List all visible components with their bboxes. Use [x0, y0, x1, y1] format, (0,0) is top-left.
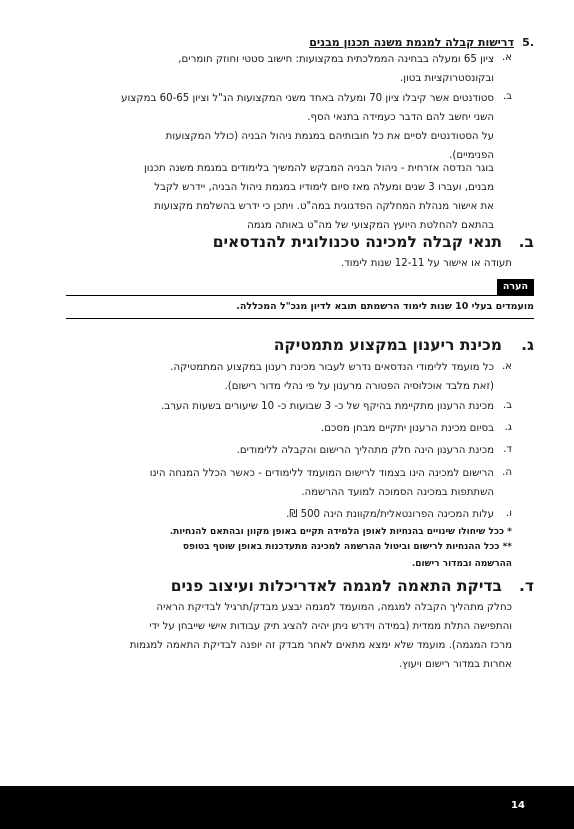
section5-item-a-letter: א. [501, 52, 512, 63]
note-label: הערה [497, 279, 534, 295]
note-divider-bottom [66, 318, 534, 319]
section-g-item [34, 419, 494, 438]
text-line: ההרשמה ובמדור רישום. [411, 559, 512, 569]
section-g-item-letter: ג. [504, 422, 512, 433]
section-g-item [34, 505, 494, 524]
section-g-title: מכינת ריענון במקצוע מתמטיקה [273, 336, 502, 354]
text-line: כחלק מתהליך הקבלה למגמה, המועמד למגמה יבצע מבדק/תרגיל לבדיקת הראיה [156, 602, 512, 613]
section-g-footnote-1: * ככל שיחולו שינויים בהנחיות לאופן הלמידה תקיים באופן מקוון ובהתאם להנחיות. [169, 527, 512, 537]
section-g-item-letter: ה. [502, 467, 512, 478]
text-line: מרכז המגמה). מועמד שלא ימצא מתאים לאחר מבדק זה יופנה לבדיקת התאמה למגמות [129, 640, 512, 651]
text-line: הרישום למכינה הינו בצמוד לרישום המועמד ללימודים - כאשר הכלל המנחה הינו [149, 468, 494, 479]
page-footer [0, 786, 574, 829]
section-g-item-letter: ו. [505, 508, 512, 519]
text-line: (זאת מלבד אוכלוסיה הפטורה מרענון על פי נהלי מדור רישום). [224, 381, 494, 392]
section-g-letter: ג. [521, 336, 534, 354]
note-text: מועמדים בעלי 10 שנות לימוד הרשמתם תובא לדיון מנכ"ל המכללה. [236, 301, 534, 312]
section-g-item-letter: ב. [502, 400, 512, 411]
section-g-item [34, 441, 494, 460]
text-line: מכינת הרענון הינה חלק מתהליך הרישום והקבלה ללימודים. [236, 445, 494, 456]
text-line: על הסטודנטים לסיים את כל חובותיהם במגמת ניהול הבניה (כולל המקצועות [165, 131, 494, 142]
note-divider-top [66, 295, 534, 296]
text-line: והתפישה התלת ממדית (במידה וידרש ניתן יהיה להציג תיק עבודות אישי שייבחן על ידי [149, 621, 512, 632]
section5-item-b-para3 [24, 159, 494, 235]
section-g-footnote-2 [183, 540, 512, 572]
text-line: בהתאם להחלטת היועץ המקצועי של מה"ט באותה מגמה [247, 220, 494, 231]
text-line: מבנים, ועברו 3 שנים ומעלה מאז סיום לימודיו במגמת ניהול הבניה, יידרש לקבל [154, 182, 494, 193]
text-line: את אישור מנהלת המחלקה הפדגוגית במה"ט. ויתכן כי ידרש בהשלמת מקצועות [154, 201, 494, 212]
text-line: עלות המכינה הפרונטאלית/מקוונת הינה 500 ₪. [286, 509, 494, 520]
text-line: הפנימיים). [449, 150, 494, 161]
section-d-title: בדיקת התאמה למגמה לאדריכלות ועיצוב פנים [170, 577, 502, 595]
section5-item-b-letter: ב. [502, 91, 512, 102]
section-d-text [32, 598, 512, 674]
text-line: ** ככל ההנחיות לרישום וביטול ההרשמה למכינה מתעדכנות באופן שוטף בטופס [182, 542, 512, 552]
text-line: בסיום מכינת הרענון יתקיים מבחן מסכם. [321, 423, 494, 434]
text-line: השתתפות במכינה הסמוכה למועד ההרשמה. [301, 487, 494, 498]
section5-item-b [24, 89, 494, 127]
section-d-letter: ד. [518, 577, 534, 595]
section5-number: .5 [522, 36, 534, 49]
section-g-item [34, 464, 494, 502]
page-number: 14 [511, 800, 525, 811]
text-line: ובקונסטרוקציות בטון. [399, 73, 494, 84]
section-g-item [34, 358, 494, 396]
text-line: כל מועמד ללימודי הנדסאים נדרש לעבור מכינת רענון במקצוע המתמטיקה. [170, 362, 494, 373]
section-g-item-letter: ד. [503, 444, 512, 455]
text-line: בוגר הנדסה אזרחית - ניהול הבניה המבקש להמשיך בלימודים במגמת משנה תכנון [143, 163, 494, 174]
text-line: מכינת הרענון מתקיימת בהיקף של כ- 3 שבועות כ- 10 שיעורים בשעות הערב. [161, 401, 494, 412]
section-b-letter: ב. [518, 233, 534, 251]
section5-item-a [34, 50, 494, 88]
section-g-item-letter: א. [501, 361, 512, 372]
text-line: השני יחשב להם הדבר כעמידה בתנאי הסף. [307, 112, 494, 123]
section-b-title: תנאי קבלה למכינה טכנולוגית להנדסאים [212, 233, 502, 251]
text-line: ציון 65 ומעלה בבחינה הממלכתית במקצועות: חישוב סטטי וחוזק חומרים, [178, 54, 494, 65]
text-line: אחרות במדור רישום ויעוץ. [398, 659, 512, 670]
text-line: סטודנטים אשר קיבלו ציון 70 ומעלה באחד משני המקצועות הנ"ל וציון 60-65 במקצוע [121, 93, 494, 104]
section-b-text: תעודה או אישור על 12-11 שנות לימוד. [340, 258, 512, 269]
section5-title: דרישות קבלה למגמת משנה תכנון מבנים [309, 36, 514, 49]
section-g-item [34, 397, 494, 416]
